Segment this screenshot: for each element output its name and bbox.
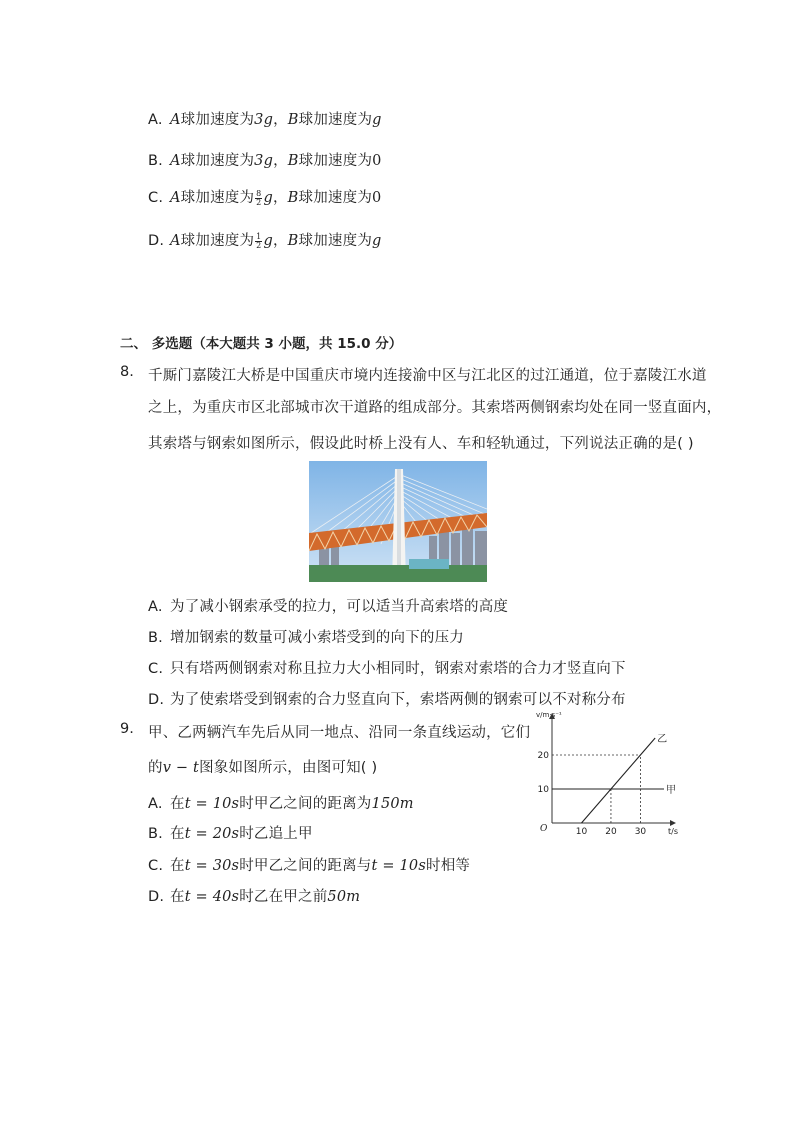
x-axis-arrow xyxy=(670,820,676,826)
q7-option-b[interactable]: B. A球加速度为3g，B球加速度为0 xyxy=(148,153,382,169)
fraction: $\frac{1}{2}$ xyxy=(256,231,262,250)
q7-option-d[interactable]: D. A球加速度为 $\frac{1}{2}$ g，B球加速度为g xyxy=(148,231,382,250)
x-tick-label: 20 xyxy=(605,827,617,835)
fraction: $\frac{8}{2}$ xyxy=(256,188,262,207)
x-tick-label: 30 xyxy=(634,827,647,835)
y-axis-label: v/m·s⁻¹ xyxy=(536,711,562,719)
vt-chart xyxy=(530,710,680,835)
question-text-line: 千厮门嘉陵江大桥是中国重庆市境内连接渝中区与江北区的过江通道，位于嘉陵江水道 xyxy=(148,368,707,384)
q8-option-b[interactable]: B. 增加钢索的数量可减小索塔受到的向下的压力 xyxy=(148,630,464,646)
question-text-line: 之上，为重庆市区北部城市次干道路的组成部分。其索塔两侧钢索均处在同一竖直面内， xyxy=(148,400,722,416)
question-text-line: 的v − t图象如图所示，由图可知( ) xyxy=(148,760,378,776)
q8-option-d[interactable]: D. 为了使索塔受到钢索的合力竖直向下，索塔两侧的钢索可以不对称分布 xyxy=(148,692,626,708)
question-text-line: 其索塔与钢索如图所示，假设此时桥上没有人、车和轻轨通过，下列说法正确的是( ) xyxy=(148,436,694,452)
q9-option-c[interactable]: C. 在t = 30s时甲乙之间的距离与t = 10s时相等 xyxy=(148,858,471,874)
series-label: 甲 xyxy=(666,785,676,796)
bridge-photo xyxy=(309,461,487,582)
series-label: 乙 xyxy=(657,734,668,745)
q8-option-a[interactable]: A. 为了减小钢索承受的拉力，可以适当升高索塔的高度 xyxy=(148,599,509,615)
q7-option-c[interactable]: C. A球加速度为 $\frac{8}{2}$ g，B球加速度为0 xyxy=(148,188,382,207)
bridge-illustration xyxy=(309,461,487,582)
question-number: 9. xyxy=(120,721,134,737)
y-tick-label: 20 xyxy=(537,751,549,761)
x-tick-label: 10 xyxy=(575,827,588,835)
x-axis-label: t/s xyxy=(668,827,678,835)
q8-option-c[interactable]: C. 只有塔两侧钢索对称且拉力大小相同时，钢索对索塔的合力才竖直向下 xyxy=(148,661,626,677)
y-tick-label: 10 xyxy=(537,785,549,795)
origin-label: O xyxy=(540,824,548,834)
series-line xyxy=(581,738,655,823)
question-number: 8. xyxy=(120,364,134,380)
q9-option-a[interactable]: A. 在t = 10s时甲乙之间的距离为150m xyxy=(148,796,414,812)
q9-option-b[interactable]: B. 在t = 20s时乙追上甲 xyxy=(148,826,313,842)
q9-option-d[interactable]: D. 在t = 40s时乙在甲之前50m xyxy=(148,889,361,905)
question-text-line: 甲、乙两辆汽车先后从同一地点、沿同一条直线运动，它们 xyxy=(148,725,531,741)
q7-option-a[interactable]: A. A球加速度为3g，B球加速度为g xyxy=(148,112,382,128)
section-title: 二、 多选题（本大题共 3 小题，共 15.0 分） xyxy=(120,336,403,352)
chart-layer xyxy=(536,711,678,835)
